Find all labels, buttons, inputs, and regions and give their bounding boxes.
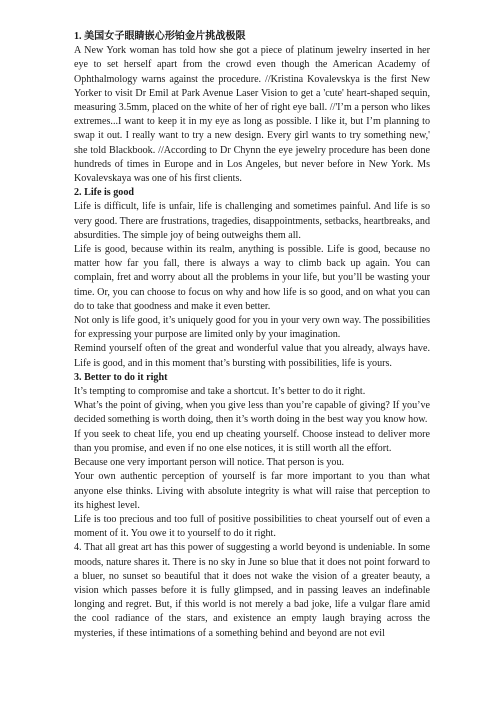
paragraph: Life is difficult, life is unfair, life is challenging and sometimes painful. And life is so very good. There are frustrations, tragedies, disappointments, setbacks, heartbreaks, and absurdities. The simple joy of being outweighs them all. xyxy=(74,201,430,241)
paragraph: Because one very important person will notice. That person is you. xyxy=(74,457,345,469)
paragraph: Remind yourself often of the great and wonderful value that you already, always have. Life is good, and in this moment that’s bursting with possibilities, life is yours. xyxy=(74,343,430,369)
paragraph: Not only is life good, it’s uniquely good for you in your very own way. The possibilities for expressing your purpose are limited only by your imagination. xyxy=(74,315,430,341)
section-heading: 2. Life is good xyxy=(74,187,135,199)
document-body xyxy=(74,30,430,641)
paragraph: If you seek to cheat life, you end up cheating yourself. Choose instead to deliver more than you promise, and even if no one else notices, it is still worth all the effort. xyxy=(74,428,430,454)
paragraph: Your own authentic perception of yourself is far more important to you than what anyone else thinks. Living with absolute integrity is what will raise that perception to its highest level. xyxy=(74,471,430,511)
paragraph: Life is too precious and too full of positive possibilities to cheat yourself out of even a moment of it. You owe it to yourself to do it right. xyxy=(74,513,430,540)
paragraph: 4. That all great art has this power of suggesting a world beyond is undeniable. In some moods, nature shares it. There is no sky in June so blue that it does not point forward to a bluer, no sunset so beautiful that it does not wake the vision of a greater beauty, a vision which passes before it is fully glimpsed, and in passing leaves an indefinable longing and regret. But, if this world is not merely a bad joke, life a vulgar flare amid the cool radiance of the stars, and existence an empty laugh braying across the mysteries, if these intimations of a something behind and beyond are not evil xyxy=(74,542,430,639)
section-heading: 3. Better to do it right xyxy=(74,371,168,383)
paragraph: A New York woman has told how she got a piece of platinum jewelry inserted in her eye to set herself apart from the crowd even though the American Academy of Ophthalmology warns against the procedure. //Kristina Kovalevskya is the first New Yorker to visit Dr Emil at Park Avenue Laser Vision to get a 'cute' heart-shaped sequin, measuring 3.5mm, placed on the white of her of right eye ball. //'I’m a person who likes extremes...I want to keep it in my eye as long as possible. I like it, but I’m planning to swap it out. I really want to try a new design. Every girl wants to try something new,' she told Blackbook. //According to Dr Chynn the eye jewelry procedure has been done hundreds of times in Europe and in Los Angeles, but never before in New York. Ms Kovalevskaya was one of his first clients. xyxy=(74,45,430,185)
paragraph: It’s tempting to compromise and take a shortcut. It’s better to do it right. xyxy=(74,386,366,398)
paragraph: Life is good, because within its realm, anything is possible. Life is good, because no matter how far you fall, there is always a way to climb back up again. You can complain, fret and worry about all the problems in your life, but you’ll be wasting your time. Or, you can choose to focus on why and how life is so good, and on what you can do to take that goodness and make it even better. xyxy=(74,244,430,312)
section-heading: 1. 美国女子眼睛嵌心形铂金片挑战极限 xyxy=(74,31,246,42)
paragraph: What’s the point of giving, when you give less than you’re capable of giving? If you’ve decided something is worth doing, then it’s worth doing in the best way you know how. xyxy=(74,400,430,426)
